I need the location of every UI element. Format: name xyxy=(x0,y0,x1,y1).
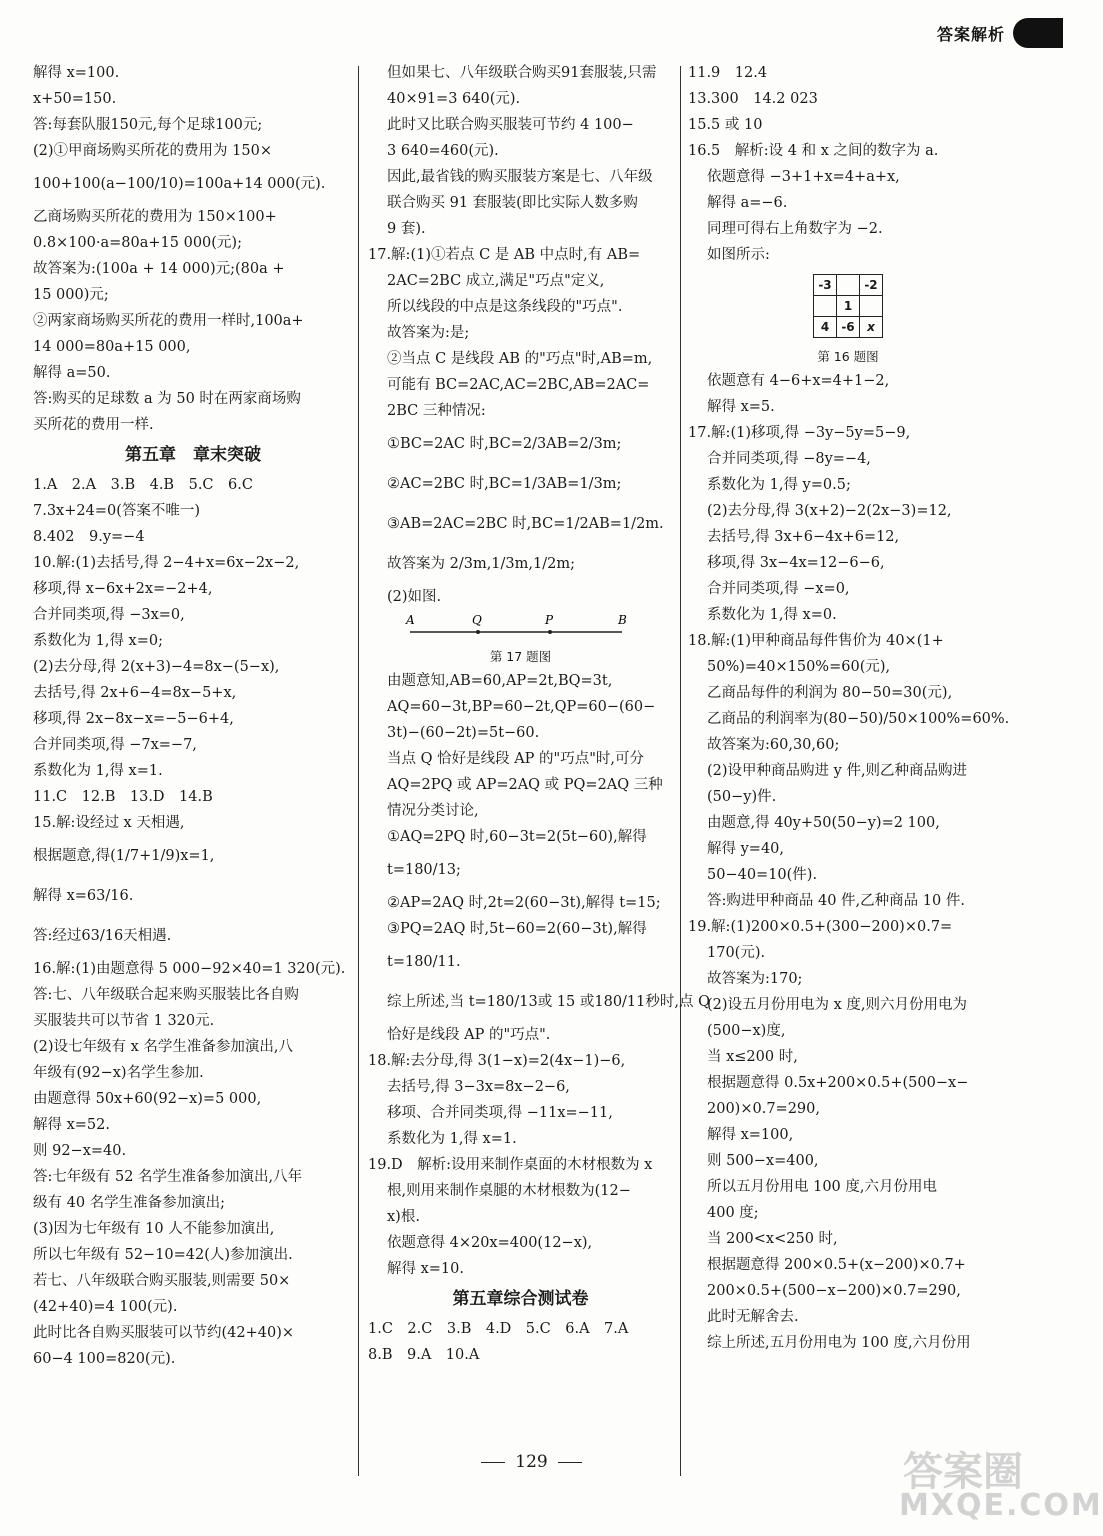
text-line: 但如果七、八年级联合购买91套服装,只需 xyxy=(387,65,657,81)
text-line: 1.A 2.A 3.B 4.B 5.C 6.C xyxy=(33,477,253,493)
figure-16-caption: 第 16 题图 xyxy=(817,349,879,364)
text-line: 2BC 三种情况: xyxy=(387,403,486,419)
text-line: 此时又比联合购买服装可节约 4 100− xyxy=(387,117,634,133)
watermark-logo xyxy=(895,1440,1103,1532)
text-line: 根据题意,得(1/7+1/9)x=1, xyxy=(33,848,215,864)
text-line: 当点 Q 恰好是线段 AP 的"巧点"时,可分 xyxy=(387,751,644,767)
text-line: 年级有(92−x)名学生参加. xyxy=(33,1065,204,1081)
text-line: 0.8×100·a=80a+15 000(元); xyxy=(33,235,242,251)
text-line: 11.C 12.B 13.D 14.B xyxy=(33,789,213,805)
text-line: 系数化为 1,得 x=0; xyxy=(33,633,163,649)
text-line: 情况分类讨论, xyxy=(387,803,479,819)
text-line: (2)设七年级有 x 名学生准备参加演出,八 xyxy=(33,1039,294,1055)
column-divider xyxy=(680,66,681,1476)
text-line: 恰好是线段 AP 的"巧点". xyxy=(387,1027,551,1043)
figure-17-caption: 第 17 题图 xyxy=(489,649,552,664)
page-number: 129 xyxy=(515,1452,548,1472)
text-line: 3t)−(60−2t)=5t−60. xyxy=(387,725,540,741)
section-heading: 第五章 章末突破 xyxy=(125,445,261,465)
text-line: 由题意,得 40y+50(50−y)=2 100, xyxy=(707,815,940,831)
text-line: 则 500−x=400, xyxy=(707,1153,819,1169)
text-line: 18.解:去分母,得 3(1−x)=2(4x−1)−6, xyxy=(368,1053,626,1069)
text-line: 8.402 9.y=−4 xyxy=(33,529,145,545)
text-line: 答:购买的足球数 a 为 50 时在两家商场购 xyxy=(33,391,301,407)
text-line: (2)设甲种商品购进 y 件,则乙种商品购进 xyxy=(707,763,968,779)
header-tab-marker xyxy=(1013,18,1063,48)
text-line: 此时无解舍去. xyxy=(707,1309,799,1325)
text-line: 合并同类项,得 −7x=−7, xyxy=(33,737,197,753)
text-line: (2)去分母,得 3(x+2)−2(2x−3)=12, xyxy=(707,503,952,519)
text-line: 17.解:(1)①若点 C 是 AB 中点时,有 AB= xyxy=(368,247,641,263)
text-line: 乙商品的利润率为(80−50)/50×100%=60%. xyxy=(707,711,1010,727)
text-line: 答:经过63/16天相遇. xyxy=(33,928,172,944)
text-line: (2)去分母,得 2(x+3)−4=8x−(5−x), xyxy=(33,659,280,675)
text-line: 400 度; xyxy=(707,1205,759,1221)
text-line: 故答案为:(100a + 14 000)元;(80a + xyxy=(33,261,285,277)
text-line: 系数化为 1,得 x=1. xyxy=(387,1131,517,1147)
column-2 xyxy=(368,60,710,1368)
text-line: 60−4 100=820(元). xyxy=(33,1351,176,1367)
text-line: 所以线段的中点是这条线段的"巧点". xyxy=(387,299,623,315)
text-line: ②AC=2BC 时,BC=1/3AB=1/3m; xyxy=(387,476,622,492)
text-line: 可能有 BC=2AC,AC=2BC,AB=2AC= xyxy=(387,377,650,393)
text-line: 移项,得 3x−4x=12−6−6, xyxy=(707,555,885,571)
text-line: (2)①甲商场购买所花的费用为 150× xyxy=(33,143,272,159)
text-line: 系数化为 1,得 x=0. xyxy=(707,607,837,623)
text-line: (50−y)件. xyxy=(707,789,777,805)
text-line: 综上所述,当 t=180/13或 15 或180/11秒时,点 Q xyxy=(387,994,710,1010)
text-line: 去括号,得 3−3x=8x−2−6, xyxy=(387,1079,570,1095)
text-line: 9 套). xyxy=(387,221,426,237)
text-line: 级有 40 名学生准备参加演出; xyxy=(33,1195,226,1211)
text-line: 解得 x=100. xyxy=(33,65,120,81)
text-line: 解得 x=63/16. xyxy=(33,888,134,904)
text-line: 根,则用来制作桌腿的木材根数为(12− xyxy=(387,1183,631,1199)
text-line: 200×0.5+(500−x−200)×0.7=290, xyxy=(707,1283,961,1299)
text-line: AQ=2PQ 或 AP=2AQ 或 PQ=2AQ 三种 xyxy=(387,777,663,793)
figure-17 xyxy=(368,610,673,646)
text-line: 故答案为:170; xyxy=(707,971,803,987)
text-line: 所以七年级有 52−10=42(人)参加演出. xyxy=(33,1247,293,1263)
text-line: 系数化为 1,得 y=0.5; xyxy=(707,477,851,493)
text-line: 合并同类项,得 −3x=0, xyxy=(33,607,185,623)
text-line: 此时比各自购买服装可以节约(42+40)× xyxy=(33,1325,295,1341)
text-line: 14 000=80a+15 000, xyxy=(33,339,191,355)
text-line: ③AB=2AC=2BC 时,BC=1/2AB=1/2m. xyxy=(387,516,664,532)
text-line: 100+100(a−100/10)=100a+14 000(元). xyxy=(33,176,326,192)
text-line: 联合购买 91 套服装(即比实际人数多购 xyxy=(387,195,638,211)
text-line: 去括号,得 3x+6−4x+6=12, xyxy=(707,529,900,545)
fig17-label-q: Q xyxy=(472,613,482,627)
text-line: 50−40=10(件). xyxy=(707,867,818,883)
text-line: 50%)=40×150%=60(元), xyxy=(707,659,891,675)
text-line: 答:七、八年级联合起来购买服装比各自购 xyxy=(33,987,299,1003)
text-line: 综上所述,五月份用电为 100 度,六月份用 xyxy=(707,1335,971,1351)
text-line: 故答案为:60,30,60; xyxy=(707,737,840,753)
text-line: 16.解:(1)由题意得 5 000−92×40=1 320(元). xyxy=(33,961,346,977)
text-line: x)根. xyxy=(387,1209,420,1225)
text-line: 依题意得 −3+1+x=4+a+x, xyxy=(707,169,900,185)
text-line: 答:购进甲种商品 40 件,乙种商品 10 件. xyxy=(707,893,965,909)
text-line: 因此,最省钱的购买服装方案是七、八年级 xyxy=(387,169,653,185)
text-line: ①BC=2AC 时,BC=2/3AB=2/3m; xyxy=(387,436,622,452)
column-3 xyxy=(688,60,1008,1356)
text-line: 1.C 2.C 3.B 4.D 5.C 6.A 7.A xyxy=(368,1321,629,1337)
figure-16 xyxy=(688,268,1008,346)
text-line: 解得 y=40, xyxy=(707,841,785,857)
text-line: 17.解:(1)移项,得 −3y−5y=5−9, xyxy=(688,425,911,441)
text-line: 买所花的费用一样. xyxy=(33,417,154,433)
column-1 xyxy=(33,60,353,1372)
text-line: 15.5 或 10 xyxy=(688,117,763,133)
text-line: 同理可得右上角数字为 −2. xyxy=(707,221,883,237)
text-line: (42+40)=4 100(元). xyxy=(33,1299,178,1315)
text-line: 依题意有 4−6+x=4+1−2, xyxy=(707,373,890,389)
column-divider xyxy=(358,66,359,1476)
text-line: 15 000)元; xyxy=(33,287,109,303)
text-line: 40×91=3 640(元). xyxy=(387,91,521,107)
text-line: 答:七年级有 52 名学生准备参加演出,八年 xyxy=(33,1169,303,1185)
text-line: 根据题意得 0.5x+200×0.5+(500−x− xyxy=(707,1075,969,1091)
text-line: 解得 x=52. xyxy=(33,1117,110,1133)
text-line: 200)×0.7=290, xyxy=(707,1101,820,1117)
fig16-grid: -3 -2 1 4 -6 x xyxy=(813,274,883,338)
watermark-url: MXQE.COM xyxy=(899,1488,1103,1523)
text-line: t=180/11. xyxy=(387,954,461,970)
fig17-label-a: A xyxy=(406,613,415,627)
watermark-text: 答案圈 xyxy=(903,1449,1023,1495)
text-line: 当 200<x<250 时, xyxy=(707,1231,838,1247)
section-heading: 第五章综合测试卷 xyxy=(452,1289,589,1309)
text-line: 由题意得 50x+60(92−x)=5 000, xyxy=(33,1091,262,1107)
text-line: 根据题意得 200×0.5+(x−200)×0.7+ xyxy=(707,1257,966,1273)
text-line: 故答案为 2/3m,1/3m,1/2m; xyxy=(387,556,575,572)
text-line: 7.3x+24=0(答案不唯一) xyxy=(33,503,201,519)
text-line: ②当点 C 是线段 AB 的"巧点"时,AB=m, xyxy=(387,351,653,367)
text-line: 则 92−x=40. xyxy=(33,1143,127,1159)
text-line: 解得 a=50. xyxy=(33,365,111,381)
text-line: x+50=150. xyxy=(33,91,117,107)
text-line: 10.解:(1)去括号,得 2−4+x=6x−2x−2, xyxy=(33,555,300,571)
text-line: 19.D 解析:设用来制作桌面的木材根数为 x xyxy=(368,1157,653,1173)
text-line: 合并同类项,得 −8y=−4, xyxy=(707,451,871,467)
text-line: 19.解:(1)200×0.5+(300−200)×0.7= xyxy=(688,919,953,935)
text-line: ②AP=2AQ 时,2t=2(60−3t),解得 t=15; xyxy=(387,895,661,911)
text-line: 当 x≤200 时, xyxy=(707,1049,798,1065)
text-line: 解得 x=10. xyxy=(387,1261,464,1277)
text-line: 移项,得 2x−8x−x=−5−6+4, xyxy=(33,711,234,727)
text-line: 所以五月份用电 100 度,六月份用电 xyxy=(707,1179,938,1195)
text-line: (2)如图. xyxy=(387,589,442,605)
text-line: 移项、合并同类项,得 −11x=−11, xyxy=(387,1105,613,1121)
text-line: ②两家商场购买所花的费用一样时,100a+ xyxy=(33,313,304,329)
text-line: 3 640=460(元). xyxy=(387,143,499,159)
text-line: ③PQ=2AQ 时,5t−60=2(60−3t),解得 xyxy=(387,921,647,937)
text-line: 去括号,得 2x+6−4=8x−5+x, xyxy=(33,685,237,701)
text-line: 乙商品每件的利润为 80−50=30(元), xyxy=(707,685,953,701)
text-line: 解得 x=5. xyxy=(707,399,775,415)
text-line: 乙商场购买所花的费用为 150×100+ xyxy=(33,209,277,225)
text-line: 答:每套队服150元,每个足球100元; xyxy=(33,117,263,133)
text-line: 如图所示: xyxy=(707,247,770,263)
text-line: (3)因为七年级有 10 人不能参加演出, xyxy=(33,1221,275,1237)
fig17-label-p: P xyxy=(545,613,554,627)
text-line: AQ=60−3t,BP=60−2t,QP=60−(60− xyxy=(387,699,656,715)
text-line: 买服装共可以节省 1 320元. xyxy=(33,1013,215,1029)
text-line: 故答案为:是; xyxy=(387,325,470,341)
text-line: 170(元). xyxy=(707,945,766,961)
text-line: 15.解:设经过 x 天相遇, xyxy=(33,815,185,831)
text-line: 解得 x=100, xyxy=(707,1127,794,1143)
text-line: 系数化为 1,得 x=1. xyxy=(33,763,163,779)
text-line: 解得 a=−6. xyxy=(707,195,788,211)
header xyxy=(937,18,1063,48)
text-line: ①AQ=2PQ 时,60−3t=2(5t−60),解得 xyxy=(387,829,647,845)
text-line: 由题意知,AB=60,AP=2t,BQ=3t, xyxy=(387,673,613,689)
text-line: 2AC=2BC 成立,满足"巧点"定义, xyxy=(387,273,605,289)
header-title: 答案解析 xyxy=(936,24,1005,44)
fig17-label-b: B xyxy=(618,613,627,627)
text-line: 18.解:(1)甲种商品每件售价为 40×(1+ xyxy=(688,633,944,649)
text-line: 16.5 解析:设 4 和 x 之间的数字为 a. xyxy=(688,143,939,159)
text-line: 11.9 12.4 xyxy=(688,65,768,81)
text-line: 依题意得 4×20x=400(12−x), xyxy=(387,1235,593,1251)
text-line: (500−x)度, xyxy=(707,1023,786,1039)
text-line: 13.300 14.2 023 xyxy=(688,91,818,107)
text-line: 移项,得 x−6x+2x=−2+4, xyxy=(33,581,213,597)
text-line: 8.B 9.A 10.A xyxy=(368,1347,480,1363)
text-line: (2)设五月份用电为 x 度,则六月份用电为 xyxy=(707,997,968,1013)
text-line: 若七、八年级联合购买服装,则需要 50× xyxy=(33,1273,291,1289)
text-line: 合并同类项,得 −x=0, xyxy=(707,581,850,597)
text-line: t=180/13; xyxy=(387,862,461,878)
